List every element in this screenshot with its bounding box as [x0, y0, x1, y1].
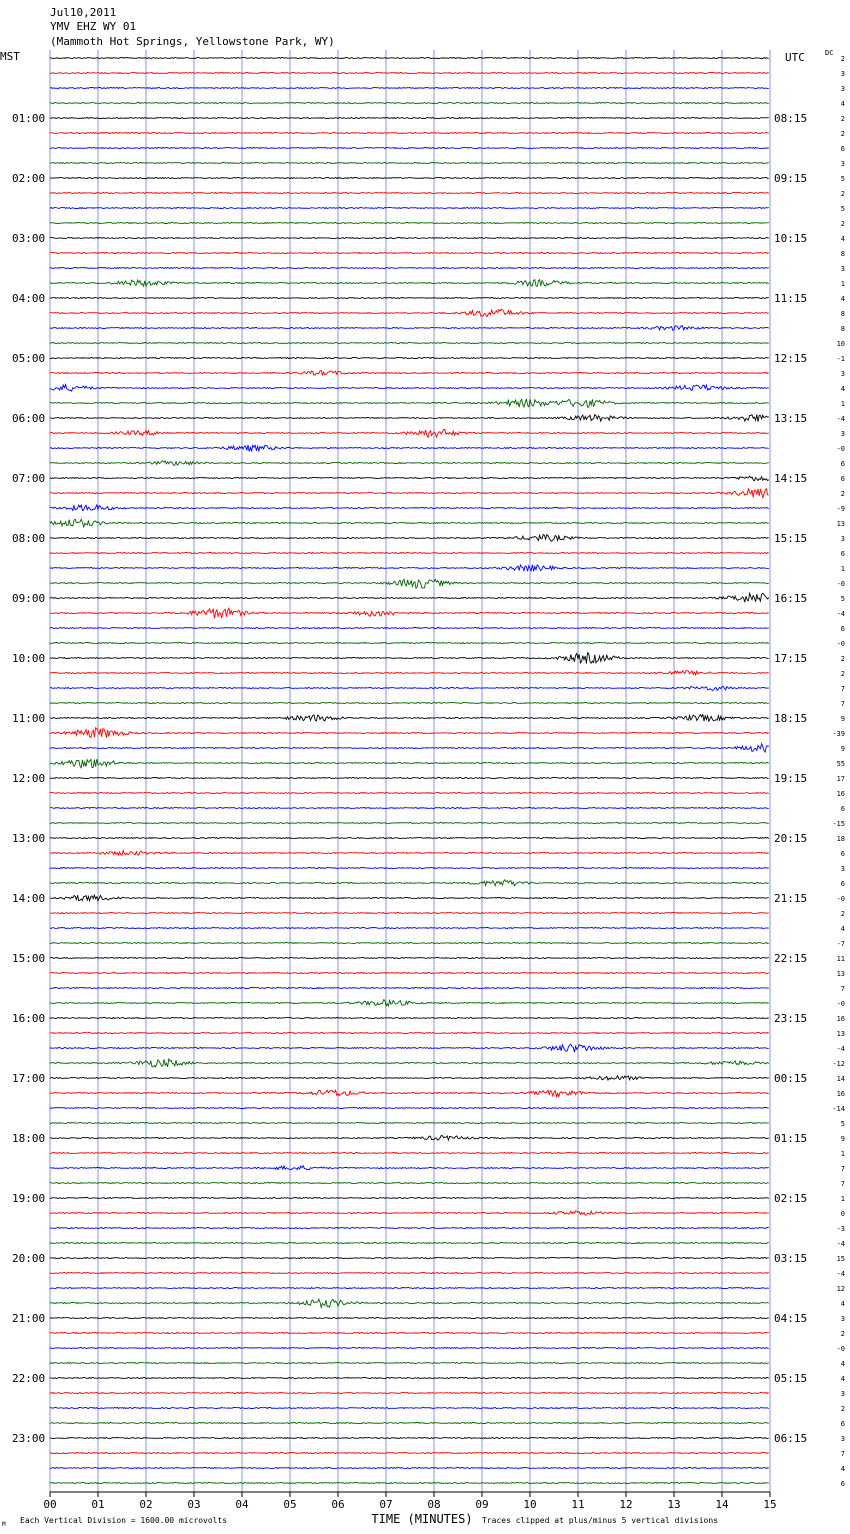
dc-offset-label: 15 [836, 1255, 845, 1263]
trace-row [50, 1136, 769, 1141]
dc-offset-label: 1 [840, 565, 845, 573]
trace-row [50, 1347, 769, 1348]
dc-offset-label: 9 [840, 715, 845, 723]
dc-offset-label: -14 [832, 1105, 845, 1113]
header-date: Jul10,2011 [50, 6, 117, 19]
dc-offset-label: 10 [836, 340, 845, 348]
trace-row [50, 132, 769, 133]
right-hour-label: 05:15 [774, 1372, 808, 1385]
trace-row [50, 702, 769, 703]
dc-offset-label: -0 [836, 1000, 845, 1008]
left-hour-label: 09:00 [12, 592, 46, 605]
trace-row [50, 565, 769, 572]
x-tick-label: 08 [427, 1498, 441, 1511]
left-hour-label: 04:00 [12, 292, 46, 305]
dc-offset-label: 2 [840, 1330, 845, 1338]
trace-row [50, 880, 769, 886]
dc-offset-label: 6 [840, 460, 845, 468]
trace-row [50, 1076, 769, 1080]
trace-row [50, 1287, 769, 1288]
trace-row [50, 972, 769, 973]
dc-offset-label: 13 [836, 970, 845, 978]
right-hour-label: 21:15 [774, 892, 808, 905]
left-hour-label: 12:00 [12, 772, 46, 785]
dc-offset-label: 1 [840, 1150, 845, 1158]
trace-row [50, 1437, 769, 1438]
trace-row [50, 1257, 769, 1258]
x-tick-label: 04 [235, 1498, 249, 1511]
dc-offset-label: 14 [836, 1075, 845, 1083]
x-tick-label: 02 [139, 1498, 153, 1511]
trace-row [50, 642, 769, 643]
dc-offset-label: 6 [840, 145, 845, 153]
left-hour-label: 16:00 [12, 1012, 46, 1025]
trace-row [50, 57, 769, 58]
right-hour-label: 09:15 [774, 172, 808, 185]
dc-offset-label: 1 [840, 280, 845, 288]
corner-mark: M [2, 1521, 6, 1528]
trace-row [50, 1482, 769, 1483]
dc-offset-label: 1 [840, 1195, 845, 1203]
left-hour-label: 22:00 [12, 1372, 46, 1385]
dc-offset-label: 4 [840, 1465, 845, 1473]
trace-row [50, 280, 769, 287]
x-tick-label: 10 [523, 1498, 537, 1511]
dc-offset-label: -0 [836, 1345, 845, 1353]
dc-offset-label: 5 [840, 175, 845, 183]
trace-row [50, 1422, 769, 1423]
x-tick-label: 01 [91, 1498, 105, 1511]
left-hour-label: 11:00 [12, 712, 46, 725]
right-hour-label: 01:15 [774, 1132, 808, 1145]
dc-offset-label: 11 [836, 955, 845, 963]
dc-offset-label: 4 [840, 925, 845, 933]
trace-row [50, 1407, 769, 1408]
dc-offset-label: 3 [840, 1435, 845, 1443]
footer-scale-note: Each Vertical Division = 1600.00 microvolts [20, 1516, 228, 1525]
trace-row [50, 912, 769, 913]
trace-row [50, 671, 769, 675]
trace-row [50, 1377, 769, 1378]
trace-row [50, 534, 769, 541]
trace-row [50, 777, 769, 778]
x-tick-label: 03 [187, 1498, 201, 1511]
trace-row [50, 792, 769, 793]
trace-row [50, 415, 769, 422]
left-hour-label: 17:00 [12, 1072, 46, 1085]
dc-offset-label: 9 [840, 1135, 845, 1143]
dc-offset-label: 2 [840, 655, 845, 663]
trace-row [50, 399, 769, 407]
right-hour-label: 19:15 [774, 772, 808, 785]
left-hour-label: 19:00 [12, 1192, 46, 1205]
trace-row [50, 147, 769, 148]
footer-clip-note: Traces clipped at plus/minus 5 vertical divisions [482, 1516, 719, 1525]
right-hour-label: 11:15 [774, 292, 808, 305]
trace-row [50, 608, 769, 618]
trace-row [50, 807, 769, 808]
dc-offset-label: 2 [840, 670, 845, 678]
trace-row [50, 102, 769, 103]
x-tick-label: 11 [571, 1498, 585, 1511]
dc-offset-label: 4 [840, 1360, 845, 1368]
trace-row [50, 1467, 769, 1468]
left-hour-label: 18:00 [12, 1132, 46, 1145]
left-hour-label: 07:00 [12, 472, 46, 485]
dc-offset-label: 2 [840, 130, 845, 138]
dc-offset-label: 3 [840, 370, 845, 378]
dc-offset-label: 4 [840, 1300, 845, 1308]
dc-offset-label: 7 [840, 685, 845, 693]
trace-row [50, 1017, 769, 1018]
trace-row [50, 1032, 769, 1033]
right-hour-label: 23:15 [774, 1012, 808, 1025]
dc-offset-label: 2 [840, 55, 845, 63]
dc-offset-label: 6 [840, 880, 845, 888]
left-timezone-label: MST [0, 50, 20, 63]
dc-offset-labels [832, 55, 845, 1488]
dc-offset-label: -4 [836, 1270, 845, 1278]
trace-row [50, 192, 769, 193]
dc-offset-label: -4 [836, 1240, 845, 1248]
right-hour-label: 03:15 [774, 1252, 808, 1265]
dc-offset-label: -1 [836, 355, 845, 363]
trace-row [50, 519, 769, 527]
trace-row [50, 895, 769, 901]
trace-row [50, 1166, 769, 1170]
dc-offset-label: 4 [840, 385, 845, 393]
left-hour-label: 02:00 [12, 172, 46, 185]
dc-offset-label: 3 [840, 85, 845, 93]
trace-row [50, 342, 769, 343]
left-hour-label: 23:00 [12, 1432, 46, 1445]
dc-offset-label: 0 [840, 1210, 845, 1218]
trace-row [50, 430, 769, 438]
left-hour-label: 13:00 [12, 832, 46, 845]
dc-offset-label: 55 [836, 760, 845, 768]
dc-header: DC [825, 49, 834, 57]
dc-offset-label: -4 [836, 610, 845, 618]
trace-row [50, 371, 769, 376]
dc-offset-label: 2 [840, 220, 845, 228]
trace-row [50, 1182, 769, 1183]
trace-row [50, 593, 769, 602]
trace-row [50, 552, 769, 553]
trace-row [50, 987, 769, 988]
trace-row [50, 1000, 769, 1006]
dc-offset-label: 16 [836, 790, 845, 798]
trace-row [50, 867, 769, 868]
trace-row [50, 357, 769, 358]
trace-row [50, 461, 769, 465]
dc-offset-label: 6 [840, 550, 845, 558]
dc-offset-label: 7 [840, 700, 845, 708]
trace-row [50, 1392, 769, 1393]
trace-row [50, 1272, 769, 1273]
left-hour-label: 21:00 [12, 1312, 46, 1325]
dc-offset-label: 3 [840, 535, 845, 543]
dc-offset-label: 3 [840, 1315, 845, 1323]
trace-row [50, 1362, 769, 1363]
trace-row [50, 1242, 769, 1243]
x-tick-label: 14 [715, 1498, 729, 1511]
dc-offset-label: 7 [840, 1165, 845, 1173]
dc-offset-label: 13 [836, 1030, 845, 1038]
right-hour-label: 10:15 [774, 232, 808, 245]
right-hour-label: 14:15 [774, 472, 808, 485]
dc-offset-label: 7 [840, 1180, 845, 1188]
x-tick-label: 13 [667, 1498, 681, 1511]
trace-row [50, 1299, 769, 1307]
trace-row [50, 1090, 769, 1096]
x-axis-ticks [43, 1492, 776, 1511]
trace-group [50, 57, 769, 1483]
trace-row [50, 744, 769, 752]
dc-offset-label: 6 [840, 1480, 845, 1488]
trace-row [50, 489, 769, 498]
dc-offset-label: 8 [840, 310, 845, 318]
right-hour-label: 22:15 [774, 952, 808, 965]
dc-offset-label: 4 [840, 235, 845, 243]
dc-offset-label: 3 [840, 70, 845, 78]
right-hour-label: 12:15 [774, 352, 808, 365]
left-hour-label: 06:00 [12, 412, 46, 425]
left-hour-label: 05:00 [12, 352, 46, 365]
right-timezone-label: UTC [785, 51, 805, 64]
right-hour-label: 04:15 [774, 1312, 808, 1325]
trace-row [50, 1059, 769, 1067]
dc-offset-label: 1 [840, 400, 845, 408]
trace-row [50, 87, 769, 88]
trace-row [50, 728, 769, 738]
trace-row [50, 1107, 769, 1108]
trace-row [50, 1332, 769, 1333]
dc-offset-label: -0 [836, 895, 845, 903]
dc-offset-label: 7 [840, 1450, 845, 1458]
trace-row [50, 117, 769, 118]
trace-row [50, 1122, 769, 1123]
trace-row [50, 252, 769, 253]
dc-offset-label: -12 [832, 1060, 845, 1068]
dc-offset-label: -39 [832, 730, 845, 738]
x-tick-label: 06 [331, 1498, 345, 1511]
left-hour-label: 14:00 [12, 892, 46, 905]
trace-row [50, 579, 769, 588]
right-hour-label: 08:15 [774, 112, 808, 125]
dc-offset-label: -9 [836, 505, 845, 513]
trace-row [50, 207, 769, 208]
x-tick-label: 09 [475, 1498, 489, 1511]
dc-offset-label: 2 [840, 1405, 845, 1413]
trace-row [50, 715, 769, 722]
dc-offset-label: 4 [840, 100, 845, 108]
trace-row [50, 297, 769, 298]
trace-row [50, 627, 769, 628]
left-hour-label: 08:00 [12, 532, 46, 545]
right-hour-label: 13:15 [774, 412, 808, 425]
header-station: YMV EHZ WY 01 [50, 20, 137, 33]
dc-offset-label: 17 [836, 775, 845, 783]
trace-row [50, 505, 769, 511]
dc-offset-label: 3 [840, 865, 845, 873]
trace-row [50, 1227, 769, 1228]
dc-offset-label: -7 [836, 940, 845, 948]
dc-offset-label: 12 [836, 1285, 845, 1293]
dc-offset-label: 5 [840, 595, 845, 603]
x-axis-label: TIME (MINUTES) [371, 1512, 473, 1526]
left-hour-label: 10:00 [12, 652, 46, 665]
dc-offset-label: 13 [836, 520, 845, 528]
dc-offset-label: 4 [840, 1375, 845, 1383]
dc-offset-label: 18 [836, 835, 845, 843]
trace-row [50, 326, 769, 331]
trace-row [50, 445, 769, 452]
trace-row [50, 837, 769, 838]
trace-row [50, 1211, 769, 1215]
dc-offset-label: -3 [836, 1225, 845, 1233]
left-hour-label: 03:00 [12, 232, 46, 245]
x-tick-label: 05 [283, 1498, 297, 1511]
left-hour-label: 15:00 [12, 952, 46, 965]
trace-row [50, 1197, 769, 1198]
dc-offset-label: -0 [836, 445, 845, 453]
dc-offset-label: 6 [840, 850, 845, 858]
trace-row [50, 309, 769, 316]
dc-offset-label: 2 [840, 190, 845, 198]
right-hour-label: 17:15 [774, 652, 808, 665]
dc-offset-label: 2 [840, 115, 845, 123]
right-hour-label: 00:15 [774, 1072, 808, 1085]
right-hour-label: 02:15 [774, 1192, 808, 1205]
trace-row [50, 653, 769, 664]
dc-offset-label: 5 [840, 205, 845, 213]
dc-offset-label: 6 [840, 805, 845, 813]
dc-offset-label: 5 [840, 1120, 845, 1128]
dc-offset-label: 3 [840, 1390, 845, 1398]
left-hour-label: 01:00 [12, 112, 46, 125]
dc-offset-label: -15 [832, 820, 845, 828]
dc-offset-label: 2 [840, 490, 845, 498]
dc-offset-label: -4 [836, 1045, 845, 1053]
dc-offset-label: -0 [836, 640, 845, 648]
right-hour-label: 20:15 [774, 832, 808, 845]
trace-row [50, 822, 769, 823]
trace-row [50, 851, 769, 856]
trace-row [50, 1317, 769, 1318]
trace-row [50, 1044, 769, 1052]
dc-offset-label: 8 [840, 250, 845, 258]
dc-offset-label: -4 [836, 415, 845, 423]
dc-offset-label: 2 [840, 910, 845, 918]
trace-row [50, 476, 769, 481]
trace-row [50, 222, 769, 223]
dc-offset-label: 16 [836, 1015, 845, 1023]
trace-row [50, 237, 769, 238]
x-tick-label: 00 [43, 1498, 57, 1511]
header-location: (Mammoth Hot Springs, Yellowstone Park, WY) [50, 35, 335, 48]
trace-row [50, 1452, 769, 1453]
trace-row [50, 759, 769, 768]
dc-offset-label: 16 [836, 1090, 845, 1098]
trace-row [50, 177, 769, 178]
right-hour-label: 06:15 [774, 1432, 808, 1445]
right-hour-label: 15:15 [774, 532, 808, 545]
dc-offset-label: 8 [840, 325, 845, 333]
dc-offset-label: 9 [840, 745, 845, 753]
trace-row [50, 162, 769, 163]
trace-row [50, 267, 769, 268]
dc-offset-label: 6 [840, 475, 845, 483]
dc-offset-label: 3 [840, 160, 845, 168]
dc-offset-label: 6 [840, 1420, 845, 1428]
dc-offset-label: 6 [840, 625, 845, 633]
trace-row [50, 927, 769, 928]
right-hour-label: 18:15 [774, 712, 808, 725]
left-hour-label: 20:00 [12, 1252, 46, 1265]
trace-row [50, 1152, 769, 1153]
trace-row [50, 72, 769, 73]
x-tick-label: 07 [379, 1498, 393, 1511]
x-tick-label: 15 [763, 1498, 777, 1511]
trace-row [50, 385, 769, 392]
x-tick-label: 12 [619, 1498, 633, 1511]
trace-row [50, 957, 769, 958]
trace-row [50, 686, 769, 690]
dc-offset-label: 3 [840, 430, 845, 438]
dc-offset-label: 4 [840, 295, 845, 303]
dc-offset-label: 3 [840, 265, 845, 273]
dc-offset-label: -0 [836, 580, 845, 588]
trace-row [50, 942, 769, 943]
minute-grid [50, 50, 770, 1492]
dc-offset-label: 7 [840, 985, 845, 993]
right-hour-label: 16:15 [774, 592, 808, 605]
